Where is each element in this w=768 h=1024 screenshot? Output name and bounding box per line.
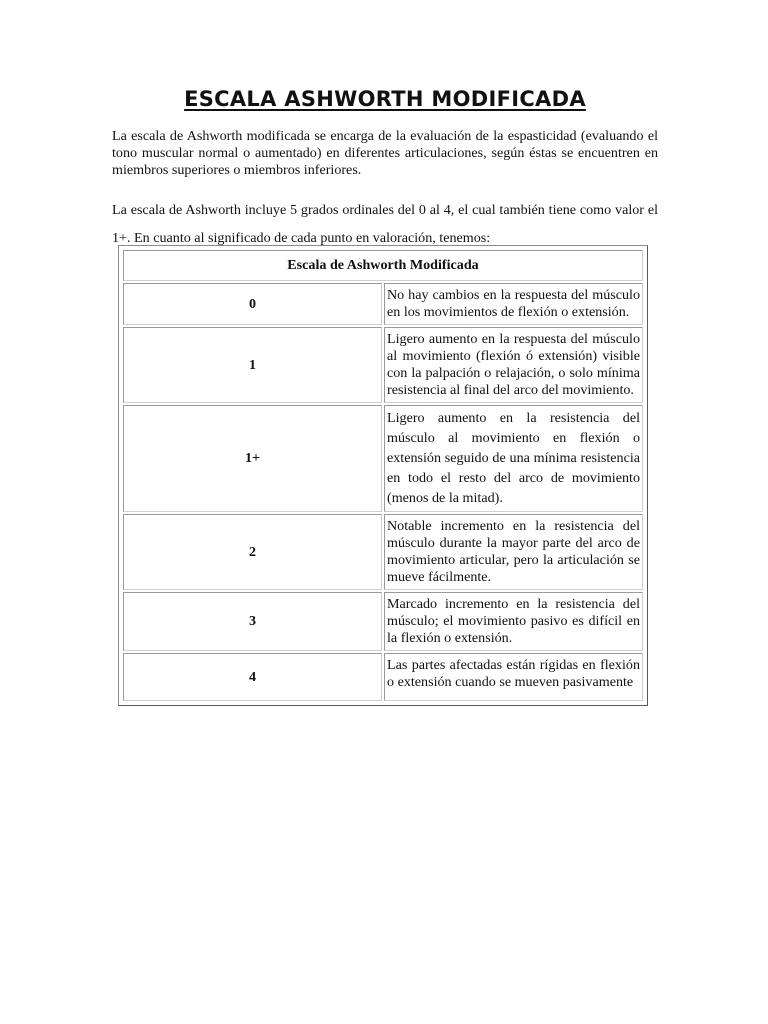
grade-cell: 4 — [123, 653, 382, 701]
description-cell: Ligero aumento en la respuesta del músculo al movimiento (flexión ó extensión) visible con la palpación o relajación, o solo mínima resistencia al final del arco del movimiento. — [384, 327, 643, 403]
grade-cell: 1+ — [123, 405, 382, 512]
description-cell: Notable incremento en la resistencia del músculo durante la mayor parte del arco de movimiento articular, pero la articulación se mueve fácilmente. — [384, 514, 643, 590]
table-header: Escala de Ashworth Modificada — [123, 250, 643, 281]
table-row — [123, 653, 643, 701]
description-cell: No hay cambios en la respuesta del músculo en los movimientos de flexión o extensión. — [384, 283, 643, 325]
table-row — [123, 405, 643, 512]
intro-paragraph: La escala de Ashworth modificada se encarga de la evaluación de la espasticidad (evaluando el tono muscular normal o aumentado) en diferentes articulaciones, según éstas se encuentren en miembros superiores o miembros inferiores. — [112, 128, 658, 178]
ashworth-scale-table — [121, 248, 645, 703]
table-row — [123, 514, 643, 590]
ashworth-table-frame — [118, 245, 648, 706]
scale-description-paragraph: La escala de Ashworth incluye 5 grados ordinales del 0 al 4, el cual también tiene como valor el 1+. En cuanto al significado de cada punto en valoración, tenemos: — [112, 202, 658, 246]
grade-cell: 3 — [123, 592, 382, 651]
table-row — [123, 327, 643, 403]
page-title: ESCALA ASHWORTH MODIFICADA — [184, 87, 586, 111]
grade-cell: 2 — [123, 514, 382, 590]
grade-cell: 0 — [123, 283, 382, 325]
description-cell: Las partes afectadas están rígidas en flexión o extensión cuando se mueven pasivamente — [384, 653, 643, 701]
table-row — [123, 592, 643, 651]
table-row — [123, 283, 643, 325]
description-cell: Ligero aumento en la resistencia del músculo al movimiento en flexión o extensión seguido de una mínima resistencia en todo el resto del arco de movimiento (menos de la mitad). — [384, 405, 643, 512]
table-header-row — [123, 250, 643, 281]
grade-cell: 1 — [123, 327, 382, 403]
description-cell: Marcado incremento en la resistencia del músculo; el movimiento pasivo es difícil en la flexión o extensión. — [384, 592, 643, 651]
